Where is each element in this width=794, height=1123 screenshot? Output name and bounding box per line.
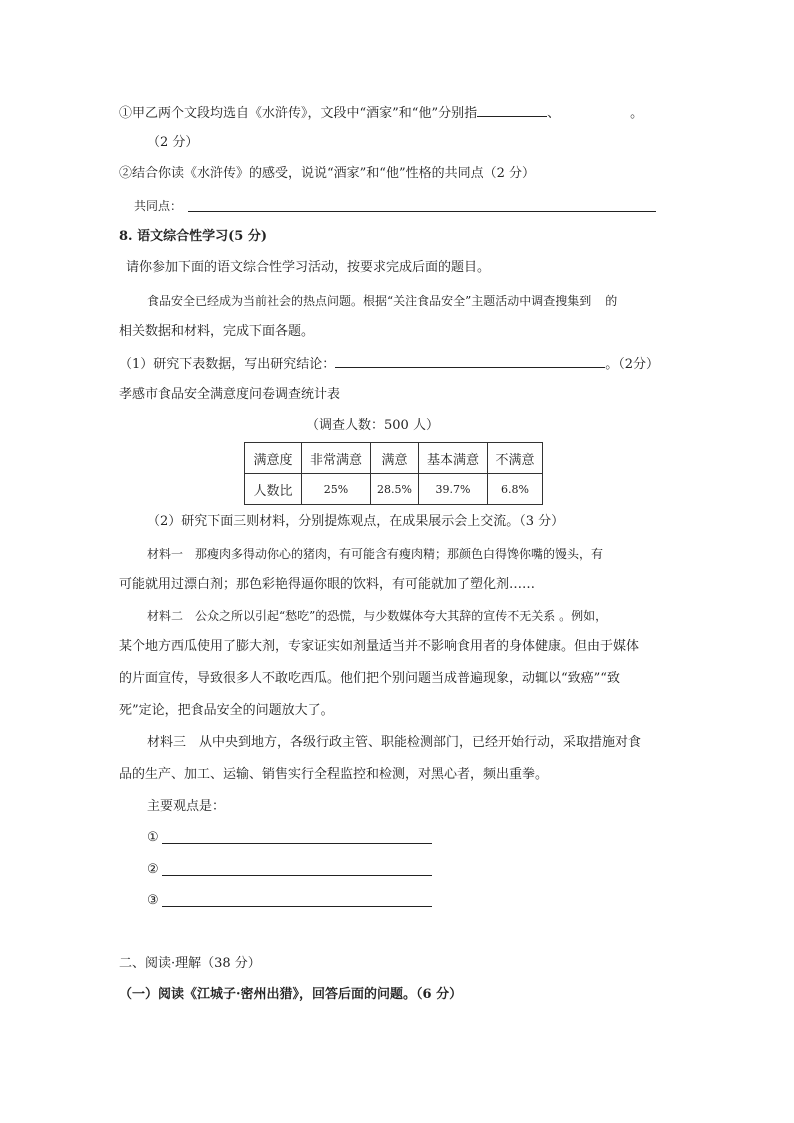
material-2-line-2: 某个地方西瓜使用了膨大剂，专家证实如剂量适当并不影响食用者的身体健康。但由于媒体: [119, 639, 640, 654]
q7-sub1-end: 。: [630, 106, 644, 121]
q7-sub1-points: （2 分）: [147, 135, 199, 150]
q7-sub1: [119, 104, 643, 123]
table-header-cell: 满意度: [245, 443, 302, 474]
table-header-cell: 非常满意: [302, 443, 371, 474]
table-header-cell: 不满意: [487, 443, 542, 474]
q8-context-1-text: 食品安全已经成为当前社会的热点问题。根据“关注食品安全”主题活动中调查搜集到: [147, 294, 592, 308]
q8-task1-end: 。（2分）: [605, 357, 660, 372]
q8-task2: （2）研究下面三则材料，分别提炼观点，在成果展示会上交流。（3 分）: [147, 514, 565, 529]
section-2-title: 二、阅读·理解（38 分）: [119, 956, 261, 971]
viewpoint-marker-2: ②: [147, 862, 159, 877]
viewpoints-label: 主要观点是：: [147, 799, 226, 814]
material-1-line-1: 材料一 那瘦肉多得动你心的猪肉，有可能含有瘦肉精；那颜色白得馋你嘴的馒头，有: [147, 547, 604, 561]
q8-context-2: 相关数据和材料，完成下面各题。: [119, 324, 315, 339]
material-3-line-1: 材料三 从中央到地方，各级行政主管、职能检测部门，已经开始行动，采取措施对食: [147, 735, 642, 750]
q8-task1-text: （1）研究下表数据，写出研究结论：: [119, 357, 336, 372]
viewpoint-answer-line-1[interactable]: [162, 843, 432, 844]
q8-task1: [119, 355, 659, 374]
satisfaction-table: [244, 442, 543, 505]
table-cell: 6.8%: [487, 474, 542, 505]
viewpoint-answer-line-2[interactable]: [162, 875, 432, 876]
common-point-answer-line[interactable]: [188, 211, 656, 212]
table-cell: 39.7%: [418, 474, 487, 505]
answer-blank-1[interactable]: [477, 104, 547, 117]
q8-intro: 请你参加下面的语文综合性学习活动，按要求完成后面的题目。: [126, 260, 491, 275]
section-2-sub1: （一）阅读《江城子·密州出猎》，回答后面的问题。（6 分）: [119, 987, 463, 1002]
material-2-line-1: 材料二 公众之所以引起“愁吃”的恐慌，与少数媒体夸大其辞的宣传不无关系 。例如，: [147, 609, 608, 623]
q7-sub1-text: ①甲乙两个文段均选自《水浒传》，文段中“酒家”和“他”分别指: [119, 106, 478, 121]
viewpoint-marker-1: ①: [147, 830, 159, 845]
q8-context-1: [147, 292, 617, 310]
table-header-row: [245, 443, 543, 474]
material-2-line-4: 死”定论，把食品安全的问题放大了。: [119, 703, 334, 718]
table-title: 孝感市食品安全满意度问卷调查统计表: [119, 387, 341, 402]
q7-common-label: 共同点：: [134, 199, 183, 213]
conclusion-answer-blank[interactable]: [335, 355, 605, 368]
table-cell: 25%: [302, 474, 371, 505]
material-2-line-3: 的片面宣传，导致很多人不敢吃西瓜。他们把个别问题当成普遍现象，动辄以“致癌”“致: [119, 671, 620, 686]
viewpoint-answer-line-3[interactable]: [162, 906, 432, 907]
table-header-cell: 满意: [371, 443, 419, 474]
viewpoint-marker-3: ③: [147, 893, 159, 908]
q8-title: 8. 语文综合性学习(5 分): [119, 229, 267, 244]
table-header-cell: 基本满意: [418, 443, 487, 474]
material-3-line-2: 品的生产、加工、运输、销售实行全程监控和检测，对黑心者，频出重拳。: [119, 767, 549, 782]
table-note: （调查人数：500 人）: [306, 418, 439, 433]
material-1-line-2: 可能就用过漂白剂；那色彩艳得逼你眼的饮料，有可能就加了塑化剂……: [119, 577, 536, 592]
table-row: [245, 474, 543, 505]
q7-sub1-sep: 、: [547, 106, 561, 121]
q8-context-1-end: 的: [605, 294, 618, 308]
table-row-label: 人数比: [245, 474, 302, 505]
table-cell: 28.5%: [371, 474, 419, 505]
q7-sub2: ②结合你读《水浒传》的感受，说说“酒家”和“他”性格的共同点（2 分）: [119, 166, 535, 181]
